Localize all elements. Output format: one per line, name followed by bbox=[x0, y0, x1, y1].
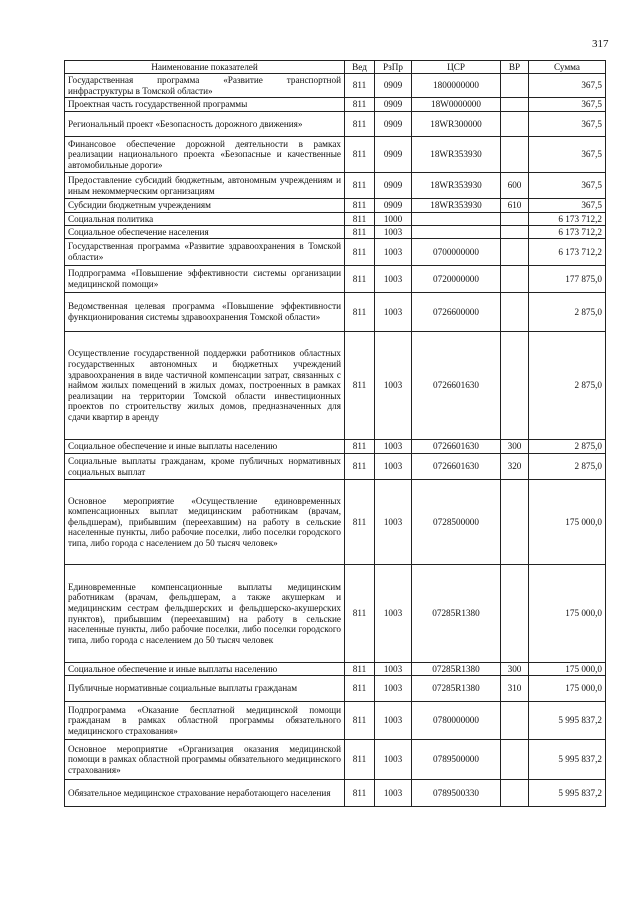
row-ved: 811 bbox=[345, 454, 375, 480]
row-name: Социальные выплаты гражданам, кроме публичных нормативных социальных выплат bbox=[65, 454, 345, 480]
row-name: Проектная часть государственной программы bbox=[65, 98, 345, 112]
row-ved: 811 bbox=[345, 137, 375, 173]
row-sum: 2 875,0 bbox=[529, 293, 606, 332]
row-vr bbox=[501, 565, 529, 663]
row-name: Социальное обеспечение населения bbox=[65, 226, 345, 239]
row-ved: 811 bbox=[345, 74, 375, 98]
row-ved: 811 bbox=[345, 332, 375, 440]
row-rzpr: 1000 bbox=[375, 213, 412, 226]
table-row bbox=[65, 332, 606, 440]
row-name: Обязательное медицинское страхование неработающего населения bbox=[65, 780, 345, 807]
row-vr bbox=[501, 266, 529, 293]
row-rzpr: 1003 bbox=[375, 239, 412, 266]
row-sum: 2 875,0 bbox=[529, 440, 606, 454]
row-vr bbox=[501, 780, 529, 807]
row-name: Осуществление государственной поддержки работников областных государственных автономных и бюджетных учреждений здравоохранения в виде частичной компенсации затрат, связанных с наймом жилых помещений в жилых домах, построенных в рамках реализации на территории Томской области инвестиционных проектов по строительству жилых домов, предназначенных для сдачи квартир в аренду bbox=[65, 332, 345, 440]
row-csr: 0726601630 bbox=[412, 440, 501, 454]
row-rzpr: 1003 bbox=[375, 780, 412, 807]
row-rzpr: 0909 bbox=[375, 199, 412, 213]
row-sum: 367,5 bbox=[529, 112, 606, 137]
row-csr bbox=[412, 226, 501, 239]
budget-table bbox=[64, 60, 606, 807]
row-vr bbox=[501, 293, 529, 332]
row-vr bbox=[501, 239, 529, 266]
row-vr bbox=[501, 137, 529, 173]
row-sum: 177 875,0 bbox=[529, 266, 606, 293]
table-row bbox=[65, 293, 606, 332]
table-row bbox=[65, 440, 606, 454]
row-vr: 600 bbox=[501, 173, 529, 199]
row-vr bbox=[501, 740, 529, 780]
row-name: Субсидии бюджетным учреждениям bbox=[65, 199, 345, 213]
header-rzpr: РзПр bbox=[375, 61, 412, 74]
table-row bbox=[65, 454, 606, 480]
row-sum: 6 173 712,2 bbox=[529, 213, 606, 226]
table-row bbox=[65, 173, 606, 199]
table-row bbox=[65, 98, 606, 112]
row-sum: 2 875,0 bbox=[529, 454, 606, 480]
row-ved: 811 bbox=[345, 112, 375, 137]
row-sum: 5 995 837,2 bbox=[529, 780, 606, 807]
row-sum: 175 000,0 bbox=[529, 480, 606, 565]
row-ved: 811 bbox=[345, 676, 375, 702]
table-row bbox=[65, 663, 606, 676]
row-rzpr: 1003 bbox=[375, 740, 412, 780]
row-csr: 0726601630 bbox=[412, 454, 501, 480]
row-name: Социальная политика bbox=[65, 213, 345, 226]
row-name: Ведомственная целевая программа «Повышение эффективности функционирования системы здравоохранения Томской области» bbox=[65, 293, 345, 332]
row-vr: 610 bbox=[501, 199, 529, 213]
row-sum: 367,5 bbox=[529, 199, 606, 213]
row-name: Основное мероприятие «Организация оказания медицинской помощи в рамках областной программы обязательного медицинского страхования» bbox=[65, 740, 345, 780]
row-sum: 367,5 bbox=[529, 137, 606, 173]
row-ved: 811 bbox=[345, 213, 375, 226]
row-ved: 811 bbox=[345, 440, 375, 454]
row-csr: 07285R1380 bbox=[412, 565, 501, 663]
row-rzpr: 1003 bbox=[375, 226, 412, 239]
row-sum: 175 000,0 bbox=[529, 565, 606, 663]
row-csr: 18W0000000 bbox=[412, 98, 501, 112]
row-name: Государственная программа «Развитие здравоохранения в Томской области» bbox=[65, 239, 345, 266]
row-csr: 0726601630 bbox=[412, 332, 501, 440]
row-ved: 811 bbox=[345, 740, 375, 780]
row-vr bbox=[501, 74, 529, 98]
table-row bbox=[65, 239, 606, 266]
row-vr bbox=[501, 226, 529, 239]
table-row bbox=[65, 702, 606, 740]
row-sum: 367,5 bbox=[529, 173, 606, 199]
row-vr: 300 bbox=[501, 440, 529, 454]
row-sum: 175 000,0 bbox=[529, 676, 606, 702]
table-row bbox=[65, 740, 606, 780]
row-sum: 5 995 837,2 bbox=[529, 702, 606, 740]
row-name: Подпрограмма «Повышение эффективности системы организации медицинской помощи» bbox=[65, 266, 345, 293]
row-csr: 0789500330 bbox=[412, 780, 501, 807]
row-rzpr: 1003 bbox=[375, 676, 412, 702]
table-row bbox=[65, 676, 606, 702]
row-sum: 6 173 712,2 bbox=[529, 226, 606, 239]
row-rzpr: 0909 bbox=[375, 173, 412, 199]
row-sum: 367,5 bbox=[529, 74, 606, 98]
row-ved: 811 bbox=[345, 266, 375, 293]
row-vr bbox=[501, 98, 529, 112]
row-csr: 0700000000 bbox=[412, 239, 501, 266]
row-rzpr: 1003 bbox=[375, 440, 412, 454]
row-ved: 811 bbox=[345, 98, 375, 112]
header-vr: ВР bbox=[501, 61, 529, 74]
row-name: Региональный проект «Безопасность дорожного движения» bbox=[65, 112, 345, 137]
table-header-row bbox=[65, 61, 606, 74]
table-row bbox=[65, 480, 606, 565]
row-csr: 0780000000 bbox=[412, 702, 501, 740]
row-sum: 175 000,0 bbox=[529, 663, 606, 676]
table-row bbox=[65, 137, 606, 173]
row-rzpr: 1003 bbox=[375, 480, 412, 565]
row-ved: 811 bbox=[345, 199, 375, 213]
row-rzpr: 1003 bbox=[375, 663, 412, 676]
row-rzpr: 1003 bbox=[375, 565, 412, 663]
row-name: Публичные нормативные социальные выплаты гражданам bbox=[65, 676, 345, 702]
header-csr: ЦСР bbox=[412, 61, 501, 74]
row-name: Основное мероприятие «Осуществление единовременных компенсационных выплат медицинским работникам (врачам, фельдшерам), прибывшим (переехавшим) на работу в сельские населенные пункты, либо рабочие поселки, либо поселки городского типа, либо города с населением до 50 тысяч человек» bbox=[65, 480, 345, 565]
row-csr: 18WR353930 bbox=[412, 137, 501, 173]
row-name: Социальное обеспечение и иные выплаты населению bbox=[65, 663, 345, 676]
row-name: Финансовое обеспечение дорожной деятельности в рамках реализации национального проекта «Безопасные и качественные автомобильные дороги» bbox=[65, 137, 345, 173]
table-row bbox=[65, 74, 606, 98]
row-ved: 811 bbox=[345, 226, 375, 239]
row-csr: 0720000000 bbox=[412, 266, 501, 293]
row-vr bbox=[501, 112, 529, 137]
row-rzpr: 1003 bbox=[375, 454, 412, 480]
table-row bbox=[65, 213, 606, 226]
row-ved: 811 bbox=[345, 480, 375, 565]
row-csr: 0726600000 bbox=[412, 293, 501, 332]
row-vr bbox=[501, 332, 529, 440]
table-row bbox=[65, 565, 606, 663]
row-csr: 1800000000 bbox=[412, 74, 501, 98]
row-csr: 0728500000 bbox=[412, 480, 501, 565]
row-rzpr: 1003 bbox=[375, 266, 412, 293]
page-number: 317 bbox=[592, 38, 609, 50]
row-name: Социальное обеспечение и иные выплаты населению bbox=[65, 440, 345, 454]
row-vr bbox=[501, 480, 529, 565]
row-csr: 18WR300000 bbox=[412, 112, 501, 137]
header-name: Наименование показателей bbox=[65, 61, 345, 74]
row-rzpr: 1003 bbox=[375, 293, 412, 332]
row-rzpr: 0909 bbox=[375, 112, 412, 137]
row-sum: 2 875,0 bbox=[529, 332, 606, 440]
row-name: Единовременные компенсационные выплаты медицинским работникам (врачам, фельдшерам, а также акушеркам и медицинским сестрам фельдшерских и фельдшерско-акушерских пунктов), прибывшим (переехавшим) на работу в сельские населенные пункты, либо рабочие поселки, либо поселки городского типа, либо города с населением до 50 тысяч человек bbox=[65, 565, 345, 663]
row-vr: 310 bbox=[501, 676, 529, 702]
row-csr: 18WR353930 bbox=[412, 173, 501, 199]
row-ved: 811 bbox=[345, 663, 375, 676]
row-name: Государственная программа «Развитие транспортной инфраструктуры в Томской области» bbox=[65, 74, 345, 98]
row-vr bbox=[501, 702, 529, 740]
table-row bbox=[65, 266, 606, 293]
row-name: Предоставление субсидий бюджетным, автономным учреждениям и иным некоммерческим организациям bbox=[65, 173, 345, 199]
row-ved: 811 bbox=[345, 780, 375, 807]
table-row bbox=[65, 780, 606, 807]
row-ved: 811 bbox=[345, 565, 375, 663]
row-rzpr: 0909 bbox=[375, 74, 412, 98]
row-rzpr: 0909 bbox=[375, 98, 412, 112]
row-sum: 6 173 712,2 bbox=[529, 239, 606, 266]
row-ved: 811 bbox=[345, 702, 375, 740]
row-csr: 07285R1380 bbox=[412, 663, 501, 676]
row-sum: 367,5 bbox=[529, 98, 606, 112]
header-sum: Сумма bbox=[529, 61, 606, 74]
table-row bbox=[65, 112, 606, 137]
row-rzpr: 1003 bbox=[375, 702, 412, 740]
row-ved: 811 bbox=[345, 173, 375, 199]
row-rzpr: 1003 bbox=[375, 332, 412, 440]
row-vr: 320 bbox=[501, 454, 529, 480]
row-csr bbox=[412, 213, 501, 226]
table-row bbox=[65, 226, 606, 239]
row-ved: 811 bbox=[345, 239, 375, 266]
row-sum: 5 995 837,2 bbox=[529, 740, 606, 780]
table-row bbox=[65, 199, 606, 213]
row-csr: 18WR353930 bbox=[412, 199, 501, 213]
row-ved: 811 bbox=[345, 293, 375, 332]
row-name: Подпрограмма «Оказание бесплатной медицинской помощи гражданам в рамках областной программы обязательного медицинского страхования» bbox=[65, 702, 345, 740]
row-csr: 0789500000 bbox=[412, 740, 501, 780]
header-ved: Вед bbox=[345, 61, 375, 74]
row-vr bbox=[501, 213, 529, 226]
row-vr: 300 bbox=[501, 663, 529, 676]
row-csr: 07285R1380 bbox=[412, 676, 501, 702]
row-rzpr: 0909 bbox=[375, 137, 412, 173]
